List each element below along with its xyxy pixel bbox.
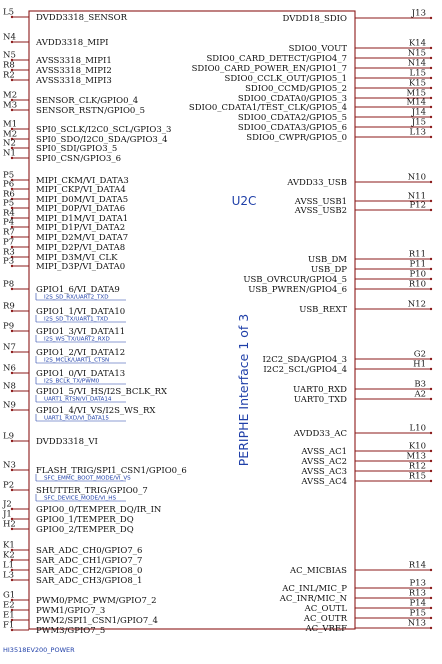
- pin-name: AVSS_AC4: [301, 477, 347, 487]
- pin-number: P13: [409, 578, 426, 589]
- pin-name: MIPI_CKM/VI_DATA3: [36, 176, 129, 186]
- pin-number: P5: [3, 198, 15, 209]
- pin-end-dot: [430, 432, 432, 434]
- pin-number: K2: [3, 550, 15, 561]
- pin-number: M14: [406, 97, 426, 108]
- pin-name: SPI0_CSN/GPIO3_6: [36, 154, 122, 164]
- pin-number: K15: [408, 78, 426, 89]
- pin-name: GPIO0_0/TEMPER_DQ/IR_IN: [36, 505, 162, 515]
- pin-number: A2: [414, 389, 426, 400]
- pin-name: I2C2_SCL/GPIO4_4: [263, 365, 347, 375]
- pin-number: E1: [3, 610, 15, 621]
- pin-number: L1: [3, 560, 15, 571]
- pin-number: E2: [3, 600, 15, 611]
- pin-name: MIPI_D3M/VI_CLK: [36, 253, 118, 263]
- pin-name: USB_REXT: [299, 305, 347, 315]
- pin-left: [3, 33, 109, 49]
- pin-name: USB_DP: [310, 265, 347, 275]
- pin-left: [3, 302, 126, 323]
- pin-end-dot: [430, 17, 432, 19]
- pin-end-dot: [430, 470, 432, 472]
- pin-alt-function: I2S_SD_RX/UART2_TXD: [44, 294, 109, 301]
- pin-name: MIPI_D3P/VI_DATA0: [36, 262, 126, 272]
- pin-name: DVDD3318_VI: [36, 437, 98, 447]
- pin-right: [286, 173, 432, 189]
- pin-number: J13: [411, 8, 426, 19]
- pin-end-dot: [430, 209, 432, 211]
- pin-name: PWM2/SPI1_CSN1/GPIO7_4: [36, 616, 158, 626]
- pin-left: [3, 432, 98, 448]
- pin-name: AVSS_USB2: [294, 206, 347, 216]
- pin-number: J1: [3, 509, 12, 520]
- pin-number: P6: [3, 179, 15, 190]
- pin-end-dot: [430, 47, 432, 49]
- pin-alt-function: I2S_BCLK_TX/PWM0: [44, 378, 100, 385]
- pin-end-dot: [430, 308, 432, 310]
- pin-left: [3, 541, 142, 557]
- pin-name: AVSS_USB1: [294, 197, 347, 207]
- pin-end-dot: [430, 358, 432, 360]
- pin-end-dot: [430, 136, 432, 138]
- pin-name: AVSS3318_MIPI3: [36, 76, 112, 86]
- pin-left: [3, 382, 168, 403]
- pin-name: GPIO1_5/VI_HS/I2S_BCLK_RX: [36, 387, 168, 397]
- pin-name: AVSS3318_MIPI2: [36, 66, 112, 76]
- pin-name: GPIO1_0/VI_DATA13: [36, 369, 126, 379]
- pin-number: R6: [3, 189, 15, 200]
- pin-name: SDIO0_CDATA2/GPIO5_5: [237, 113, 347, 123]
- pin-number: J2: [3, 499, 12, 510]
- pin-end-dot: [430, 258, 432, 260]
- pin-end-dot: [430, 398, 432, 400]
- pin-number: P14: [409, 598, 426, 609]
- pin-name: I2C2_SDA/GPIO4_3: [262, 355, 347, 365]
- pin-left: [3, 322, 126, 343]
- pin-alt-function: I2S_MCLK/UART1_CTSN: [44, 357, 110, 364]
- pin-name: USB_PWREN/GPIO4_6: [248, 285, 347, 295]
- pin-number: R15: [408, 471, 426, 482]
- left-pin-group: [2, 8, 187, 637]
- right-pin-group: [189, 9, 432, 635]
- pin-name: SPI0_SDI/GPIO3_5: [36, 144, 118, 154]
- pin-number: P7: [3, 237, 15, 248]
- pin-name: SDIO0_CDATA1/TEST_CLK/GPIO5_4: [188, 103, 347, 113]
- pin-right: [293, 424, 432, 440]
- pin-name: SHUTTER_TRIG/GPIO0_7: [36, 486, 148, 496]
- pin-end-dot: [430, 57, 432, 59]
- pin-number: P4: [3, 217, 15, 228]
- pin-number: R9: [3, 301, 15, 312]
- pin-left: [3, 481, 148, 502]
- pin-name: GPIO1_2/VI_DATA12: [36, 348, 126, 358]
- pin-number: P8: [3, 279, 15, 290]
- pin-end-dot: [430, 288, 432, 290]
- pin-number: R10: [408, 279, 426, 290]
- pin-name: AC_MICBIAS: [289, 566, 347, 576]
- pin-number: N9: [3, 400, 16, 411]
- pin-name: SAR_ADC_CH3/GPIO8_1: [36, 576, 143, 586]
- pin-end-dot: [430, 67, 432, 69]
- pin-number: K14: [408, 38, 426, 49]
- pin-number: N5: [3, 50, 16, 61]
- pin-end-dot: [430, 116, 432, 118]
- pin-number: R7: [3, 227, 15, 238]
- pin-number: K10: [408, 441, 426, 452]
- pin-name: SPI0_SCLK/I2C0_SCL/GPIO3_3: [36, 125, 172, 135]
- pin-end-dot: [430, 368, 432, 370]
- pin-number: H1: [413, 359, 426, 370]
- pin-left: [3, 51, 112, 67]
- pin-name: AC_INL/MIC_P: [282, 584, 347, 594]
- pin-number: R4: [3, 208, 15, 219]
- pin-number: M2: [3, 129, 18, 140]
- pin-number: N4: [3, 32, 16, 43]
- part-name-footer: HI3518EV200_POWER: [3, 646, 75, 654]
- pin-number: F1: [3, 620, 15, 631]
- pin-number: R8: [3, 60, 15, 71]
- pin-number: P15: [409, 608, 426, 619]
- pin-end-dot: [430, 480, 432, 482]
- pin-name: GPIO0_2/TEMPER_DQ: [36, 525, 134, 535]
- pin-number: N15: [407, 48, 426, 59]
- pin-name: AVSS_AC3: [301, 467, 347, 477]
- pin-number: G1: [3, 590, 16, 601]
- pin-name: MIPI_D1P/VI_DATA2: [36, 223, 126, 233]
- pin-right: [293, 380, 432, 396]
- pin-end-dot: [430, 627, 432, 629]
- pin-number: N7: [3, 342, 16, 353]
- pin-name: SPI0_SDO/I2C0_SDA/GPIO3_4: [36, 135, 168, 145]
- pin-name: SDIO0_CCMD/GPIO5_2: [245, 84, 347, 94]
- pin-left: [3, 401, 156, 422]
- pin-name: SDIO0_CWPR/GPIO5_0: [246, 133, 347, 143]
- pin-end-dot: [430, 87, 432, 89]
- pin-number: N6: [3, 363, 16, 374]
- pin-number: P12: [409, 200, 426, 211]
- pin-name: DVDD3318_SENSOR: [36, 13, 127, 23]
- pin-number: N1: [3, 148, 16, 159]
- pin-name: AVDD33_AC: [293, 429, 347, 439]
- symbol-reference: U2C: [231, 194, 257, 208]
- pin-number: R3: [3, 247, 15, 258]
- pin-name: AVSS_AC1: [301, 447, 347, 457]
- pin-number: N10: [407, 172, 426, 183]
- pin-name: SAR_ADC_CH1/GPIO7_7: [36, 556, 143, 566]
- pin-name: AC_INR/MIC_N: [279, 594, 347, 604]
- pin-number: R13: [408, 588, 426, 599]
- pin-left: [3, 343, 126, 364]
- pin-name: SDIO0_CDATA3/GPIO5_6: [237, 123, 347, 133]
- pin-number: N11: [407, 191, 426, 202]
- pin-number: L9: [3, 431, 15, 442]
- pin-end-dot: [430, 587, 432, 589]
- pin-name: UART0_RXD: [293, 385, 347, 395]
- pin-name: SENSOR_RSTN/GPIO0_5: [36, 106, 146, 116]
- pin-name: PWM3/GPIO7_5: [36, 626, 106, 636]
- pin-name: PWM1/GPIO7_3: [36, 606, 106, 616]
- pin-number: P2: [3, 480, 15, 491]
- pin-number: M13: [406, 451, 426, 462]
- pin-end-dot: [430, 278, 432, 280]
- pin-number: R14: [408, 560, 426, 571]
- pin-number: R12: [408, 461, 426, 472]
- pin-left: [3, 461, 187, 482]
- pin-number: P5: [3, 170, 15, 181]
- pin-end-dot: [430, 569, 432, 571]
- pin-alt-function: UART1_RXD/VI_DATA15: [44, 415, 109, 422]
- pin-name: AC_VREF: [305, 624, 347, 634]
- pin-name: FLASH_TRIG/SPI1_CSN1/GPIO0_6: [36, 466, 187, 476]
- pin-number: P11: [409, 259, 426, 270]
- pin-name: USB_OVRCUR/GPIO4_5: [243, 275, 347, 285]
- pin-end-dot: [430, 450, 432, 452]
- pin-alt-function: SFC_DEVICE_MODE/VI_HS: [44, 495, 117, 502]
- pin-end-dot: [430, 388, 432, 390]
- pin-name: GPIO1_6/VI_DATA9: [36, 285, 120, 295]
- pin-name: SDIO0_CARD_POWER_EN/GPIO1_7: [191, 64, 347, 74]
- pin-number: R2: [3, 70, 15, 81]
- pin-name: AVSS3318_MIPI1: [36, 56, 112, 66]
- pin-end-dot: [430, 200, 432, 202]
- pin-number: N3: [3, 460, 16, 471]
- pin-name: AVDD33_USB: [287, 178, 347, 188]
- pin-name: AC_OUTR: [303, 614, 347, 624]
- pin-name: MIPI_D2P/VI_DATA8: [36, 243, 126, 253]
- pin-end-dot: [430, 607, 432, 609]
- pin-name: MIPI_CKP/VI_DATA4: [36, 185, 126, 195]
- pin-number: N12: [407, 299, 426, 310]
- pin-end-dot: [430, 97, 432, 99]
- pin-name: DVDD18_SDIO: [282, 14, 347, 24]
- pin-number: P3: [3, 256, 15, 267]
- pin-left: [3, 364, 126, 385]
- pin-name: GPIO1_1/VI_DATA10: [36, 307, 126, 317]
- pin-end-dot: [430, 460, 432, 462]
- pin-end-dot: [430, 597, 432, 599]
- pin-left: [3, 591, 157, 607]
- pin-name: MIPI_D1M/VI_DATA1: [36, 214, 129, 224]
- pin-end-dot: [430, 617, 432, 619]
- pin-right: [289, 561, 432, 577]
- pin-right: [299, 300, 432, 316]
- pin-number: H2: [3, 519, 16, 530]
- pin-number: R11: [408, 249, 426, 260]
- pin-number: N2: [3, 138, 16, 149]
- pin-name: AVDD3318_MIPI: [36, 38, 109, 48]
- pin-name: GPIO1_3/VI_DATA11: [36, 327, 126, 337]
- pin-alt-function: I2S_SD_TX/UART1_TXD: [44, 316, 109, 323]
- pin-name: GPIO1_4/VI_VS/I2S_WS_RX: [36, 406, 156, 416]
- pin-name: MIPI_D0M/VI_DATA5: [36, 195, 129, 205]
- pin-number: L13: [409, 127, 426, 138]
- pin-number: P9: [3, 321, 15, 332]
- pin-number: M15: [406, 88, 426, 99]
- pin-right: [263, 350, 433, 366]
- pin-name: SENSOR_CLK/GPIO0_4: [36, 96, 139, 106]
- pin-left: [3, 120, 171, 136]
- pin-number: P10: [409, 269, 426, 280]
- pin-number: J15: [411, 117, 426, 128]
- pin-number: L15: [409, 68, 426, 79]
- pin-left: [2, 500, 162, 516]
- pin-number: L10: [409, 423, 426, 434]
- pin-left: [3, 171, 129, 187]
- pin-left: [3, 8, 128, 24]
- pin-end-dot: [430, 106, 432, 108]
- pin-alt-function: SFC_EMMC_BOOT_MODE/VI_VS: [44, 475, 131, 482]
- pin-name: PWM0/PMC_PWM/GPIO7_2: [36, 596, 157, 606]
- pin-name: AVSS_AC2: [301, 457, 347, 467]
- pin-name: GPIO0_1/TEMPER_DQ: [36, 515, 134, 525]
- pin-name: SDIO0_VOUT: [288, 44, 347, 54]
- pin-number: G2: [413, 349, 426, 360]
- pin-name: MIPI_D0P/VI_DATA6: [36, 204, 126, 214]
- pin-name: SDIO0_CARD_DETECT/GPIO4_7: [206, 54, 347, 64]
- pin-end-dot: [430, 77, 432, 79]
- pin-end-dot: [430, 181, 432, 183]
- pin-alt-function: UART1_RTSN/VI_DATA14: [44, 396, 112, 403]
- pin-name: USB_DM: [307, 255, 347, 265]
- pin-number: N14: [407, 58, 426, 69]
- symbol-title: PERIPHE Interface 1 of 3: [236, 313, 251, 467]
- pin-left: [3, 91, 138, 107]
- pin-number: B3: [414, 379, 426, 390]
- pin-name: MIPI_D2M/VI_DATA7: [36, 233, 129, 243]
- pin-name: SAR_ADC_CH2/GPIO8_0: [36, 566, 143, 576]
- pin-number: M2: [3, 90, 18, 101]
- pin-number: J14: [411, 107, 426, 118]
- pin-number: K1: [3, 540, 15, 551]
- pin-name: SDIO0_CCLK_OUT/GPIO5_1: [224, 74, 347, 84]
- pin-number: N13: [407, 618, 426, 629]
- pin-end-dot: [430, 126, 432, 128]
- pin-name: SAR_ADC_CH0/GPIO7_6: [36, 546, 143, 556]
- pin-number: M1: [3, 119, 18, 130]
- pin-alt-function: I2S_WS_TX/UART2_RXD: [44, 336, 110, 343]
- pin-number: L5: [3, 7, 15, 18]
- pin-name: AC_OUTL: [304, 604, 347, 614]
- pin-left: [3, 280, 126, 301]
- pin-number: M3: [3, 100, 18, 111]
- pin-name: UART0_TXD: [293, 395, 347, 405]
- pin-end-dot: [430, 268, 432, 270]
- pin-number: L3: [3, 570, 15, 581]
- pin-number: N8: [3, 381, 16, 392]
- pin-name: SDIO0_CDATA0/GPIO5_3: [237, 94, 347, 104]
